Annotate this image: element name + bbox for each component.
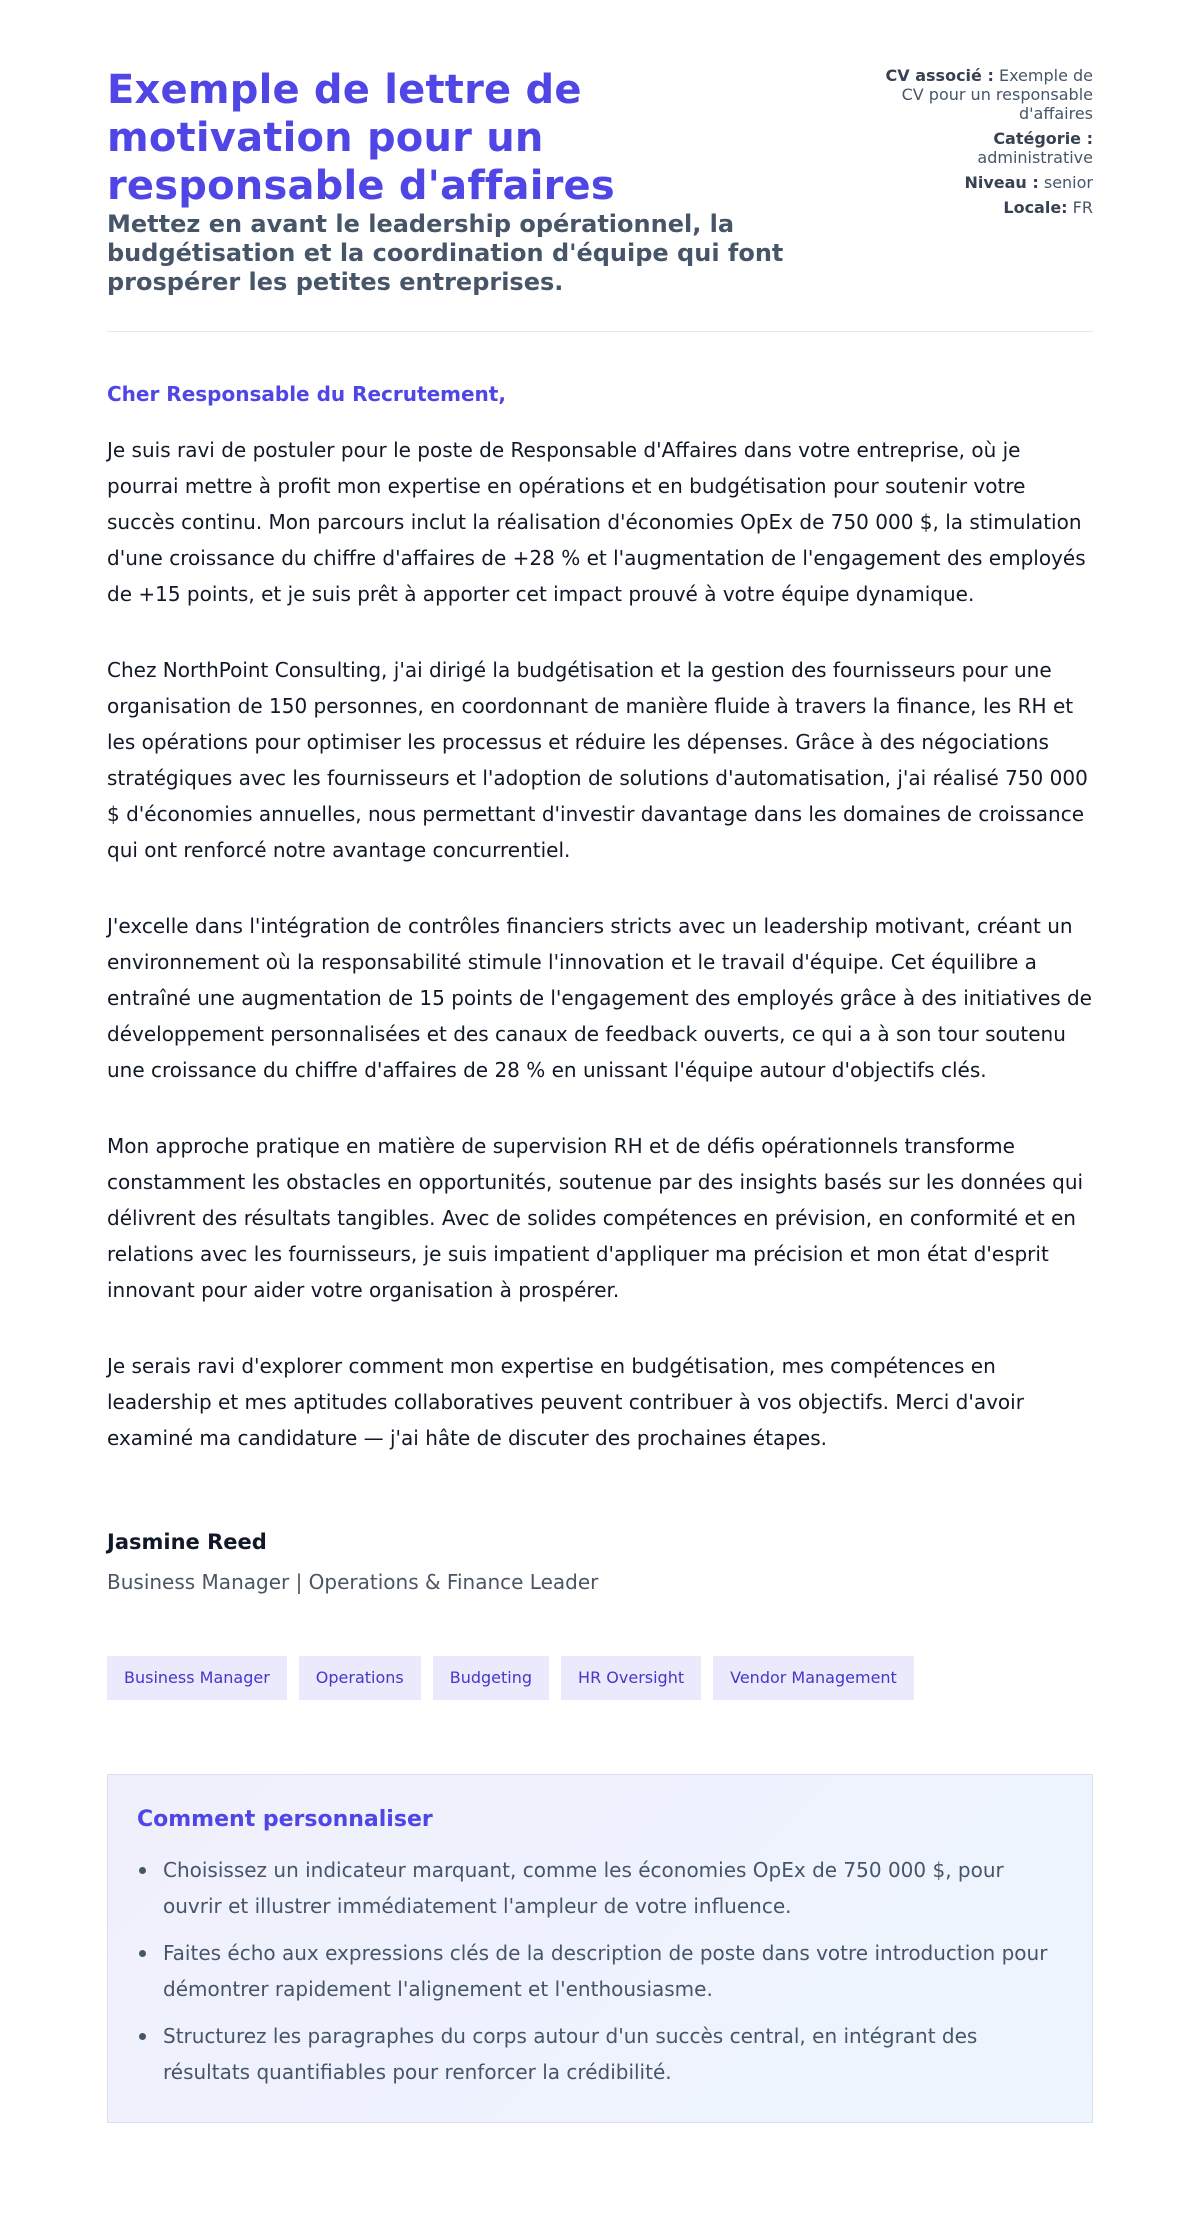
meta-locale-value: FR <box>1072 198 1093 217</box>
tips-item <box>137 1852 1063 1924</box>
letter-paragraph: Je serais ravi d'explorer comment mon expertise en budgétisation, mes compétences en leadership et mes aptitudes collaboratives peuvent contribuer à vos objectifs. Merci d'avoir examiné ma candidature — j'ai hâte de discuter des prochaines étapes. <box>107 1354 1024 1450</box>
bullet-icon <box>139 2033 146 2040</box>
metadata-panel <box>883 66 1093 223</box>
tag-vendor-management: Vendor Management <box>713 1656 914 1700</box>
letter-paragraph: J'excelle dans l'intégration de contrôles financiers stricts avec un leadership motivant, créant un environnement où la responsabilité stimule l'innovation et le travail d'équipe. Cet équilibre a entraîné une augmentation de 15 points de l'engagement des employés grâce à des initiatives de développement personnalisées et des canaux de feedback ouverts, ce qui a à son tour soutenu une croissance du chiffre d'affaires de 28 % en unissant l'équipe autour d'objectifs clés. <box>107 914 1092 1082</box>
tag-budgeting: Budgeting <box>433 1656 549 1700</box>
page-header <box>107 66 1093 332</box>
meta-cv <box>883 66 1093 123</box>
signature-block <box>107 1530 1093 1594</box>
meta-level <box>883 173 1093 192</box>
tag-list <box>107 1656 1093 1700</box>
letter-body <box>107 382 1093 1456</box>
customization-tips-box <box>107 1774 1093 2123</box>
meta-level-value: senior <box>1043 173 1093 192</box>
tips-item-text: Faites écho aux expressions clés de la description de poste dans votre introduction pour démontrer rapidement l'alignement et l'enthousiasme. <box>163 1941 1048 2001</box>
letter-paragraph: Je suis ravi de postuler pour le poste de Responsable d'Affaires dans votre entreprise, où je pourrai mettre à profit mon expertise en opérations et en budgétisation pour soutenir votre succès continu. Mon parcours inclut la réalisation d'économies OpEx de 750 000 $, la stimulation d'une croissance du chiffre d'affaires de +28 % et l'augmentation de l'engagement des employés de +15 points, et je suis prêt à apporter cet impact prouvé à votre équipe dynamique. <box>107 438 1086 606</box>
header-titles <box>107 66 827 297</box>
tag-hr-oversight: HR Oversight <box>561 1656 701 1700</box>
meta-category-label: Catégorie : <box>993 129 1093 148</box>
tips-item <box>137 1935 1063 2007</box>
tips-item-text: Choisissez un indicateur marquant, comme les économies OpEx de 750 000 $, pour ouvrir et illustrer immédiatement l'ampleur de votre influence. <box>163 1858 1004 1918</box>
bullet-icon <box>139 1867 146 1874</box>
letter-paragraph: Chez NorthPoint Consulting, j'ai dirigé la budgétisation et la gestion des fournisseurs pour une organisation de 150 personnes, en coordonnant de manière fluide à travers la finance, les RH et les opérations pour optimiser les processus et réduire les dépenses. Grâce à des négociations stratégiques avec les fournisseurs et l'adoption de solutions d'automatisation, j'ai réalisé 750 000 $ d'économies annuelles, nous permettant d'investir davantage dans les domaines de croissance qui ont renforcé notre avantage concurrentiel. <box>107 658 1088 862</box>
meta-locale <box>883 198 1093 217</box>
tips-item-text: Structurez les paragraphes du corps autour d'un succès central, en intégrant des résultats quantifiables pour renforcer la crédibilité. <box>163 2024 978 2084</box>
meta-cv-value: Exemple de CV pour un responsable d'affaires <box>901 66 1093 123</box>
page-subtitle: Mettez en avant le leadership opérationnel, la budgétisation et la coordination d'équipe qui font prospérer les petites entreprises. <box>107 210 784 296</box>
letter-greeting: Cher Responsable du Recrutement, <box>107 382 506 406</box>
bullet-icon <box>139 1950 146 1957</box>
page-title: Exemple de lettre de motivation pour un responsable d'affaires <box>107 67 615 209</box>
tag-business-manager: Business Manager <box>107 1656 287 1700</box>
meta-cv-label: CV associé : <box>885 66 994 85</box>
tips-item <box>137 2018 1063 2090</box>
tag-operations: Operations <box>299 1656 421 1700</box>
signature-name: Jasmine Reed <box>107 1530 267 1554</box>
letter-paragraph: Mon approche pratique en matière de supervision RH et de défis opérationnels transforme constamment les obstacles en opportunités, soutenue par des insights basés sur les données qui délivrent des résultats tangibles. Avec de solides compétences en prévision, en conformité et en relations avec les fournisseurs, je suis impatient d'appliquer ma précision et mon état d'esprit innovant pour aider votre organisation à prospérer. <box>107 1134 1084 1302</box>
meta-category-value: administrative <box>977 148 1093 167</box>
meta-locale-label: Locale: <box>1003 198 1068 217</box>
tips-list <box>137 1852 1063 2090</box>
tips-title: Comment personnaliser <box>137 1807 433 1832</box>
meta-level-label: Niveau : <box>964 173 1039 192</box>
meta-category <box>883 129 1093 167</box>
signature-title: Business Manager | Operations & Finance Leader <box>107 1570 599 1594</box>
